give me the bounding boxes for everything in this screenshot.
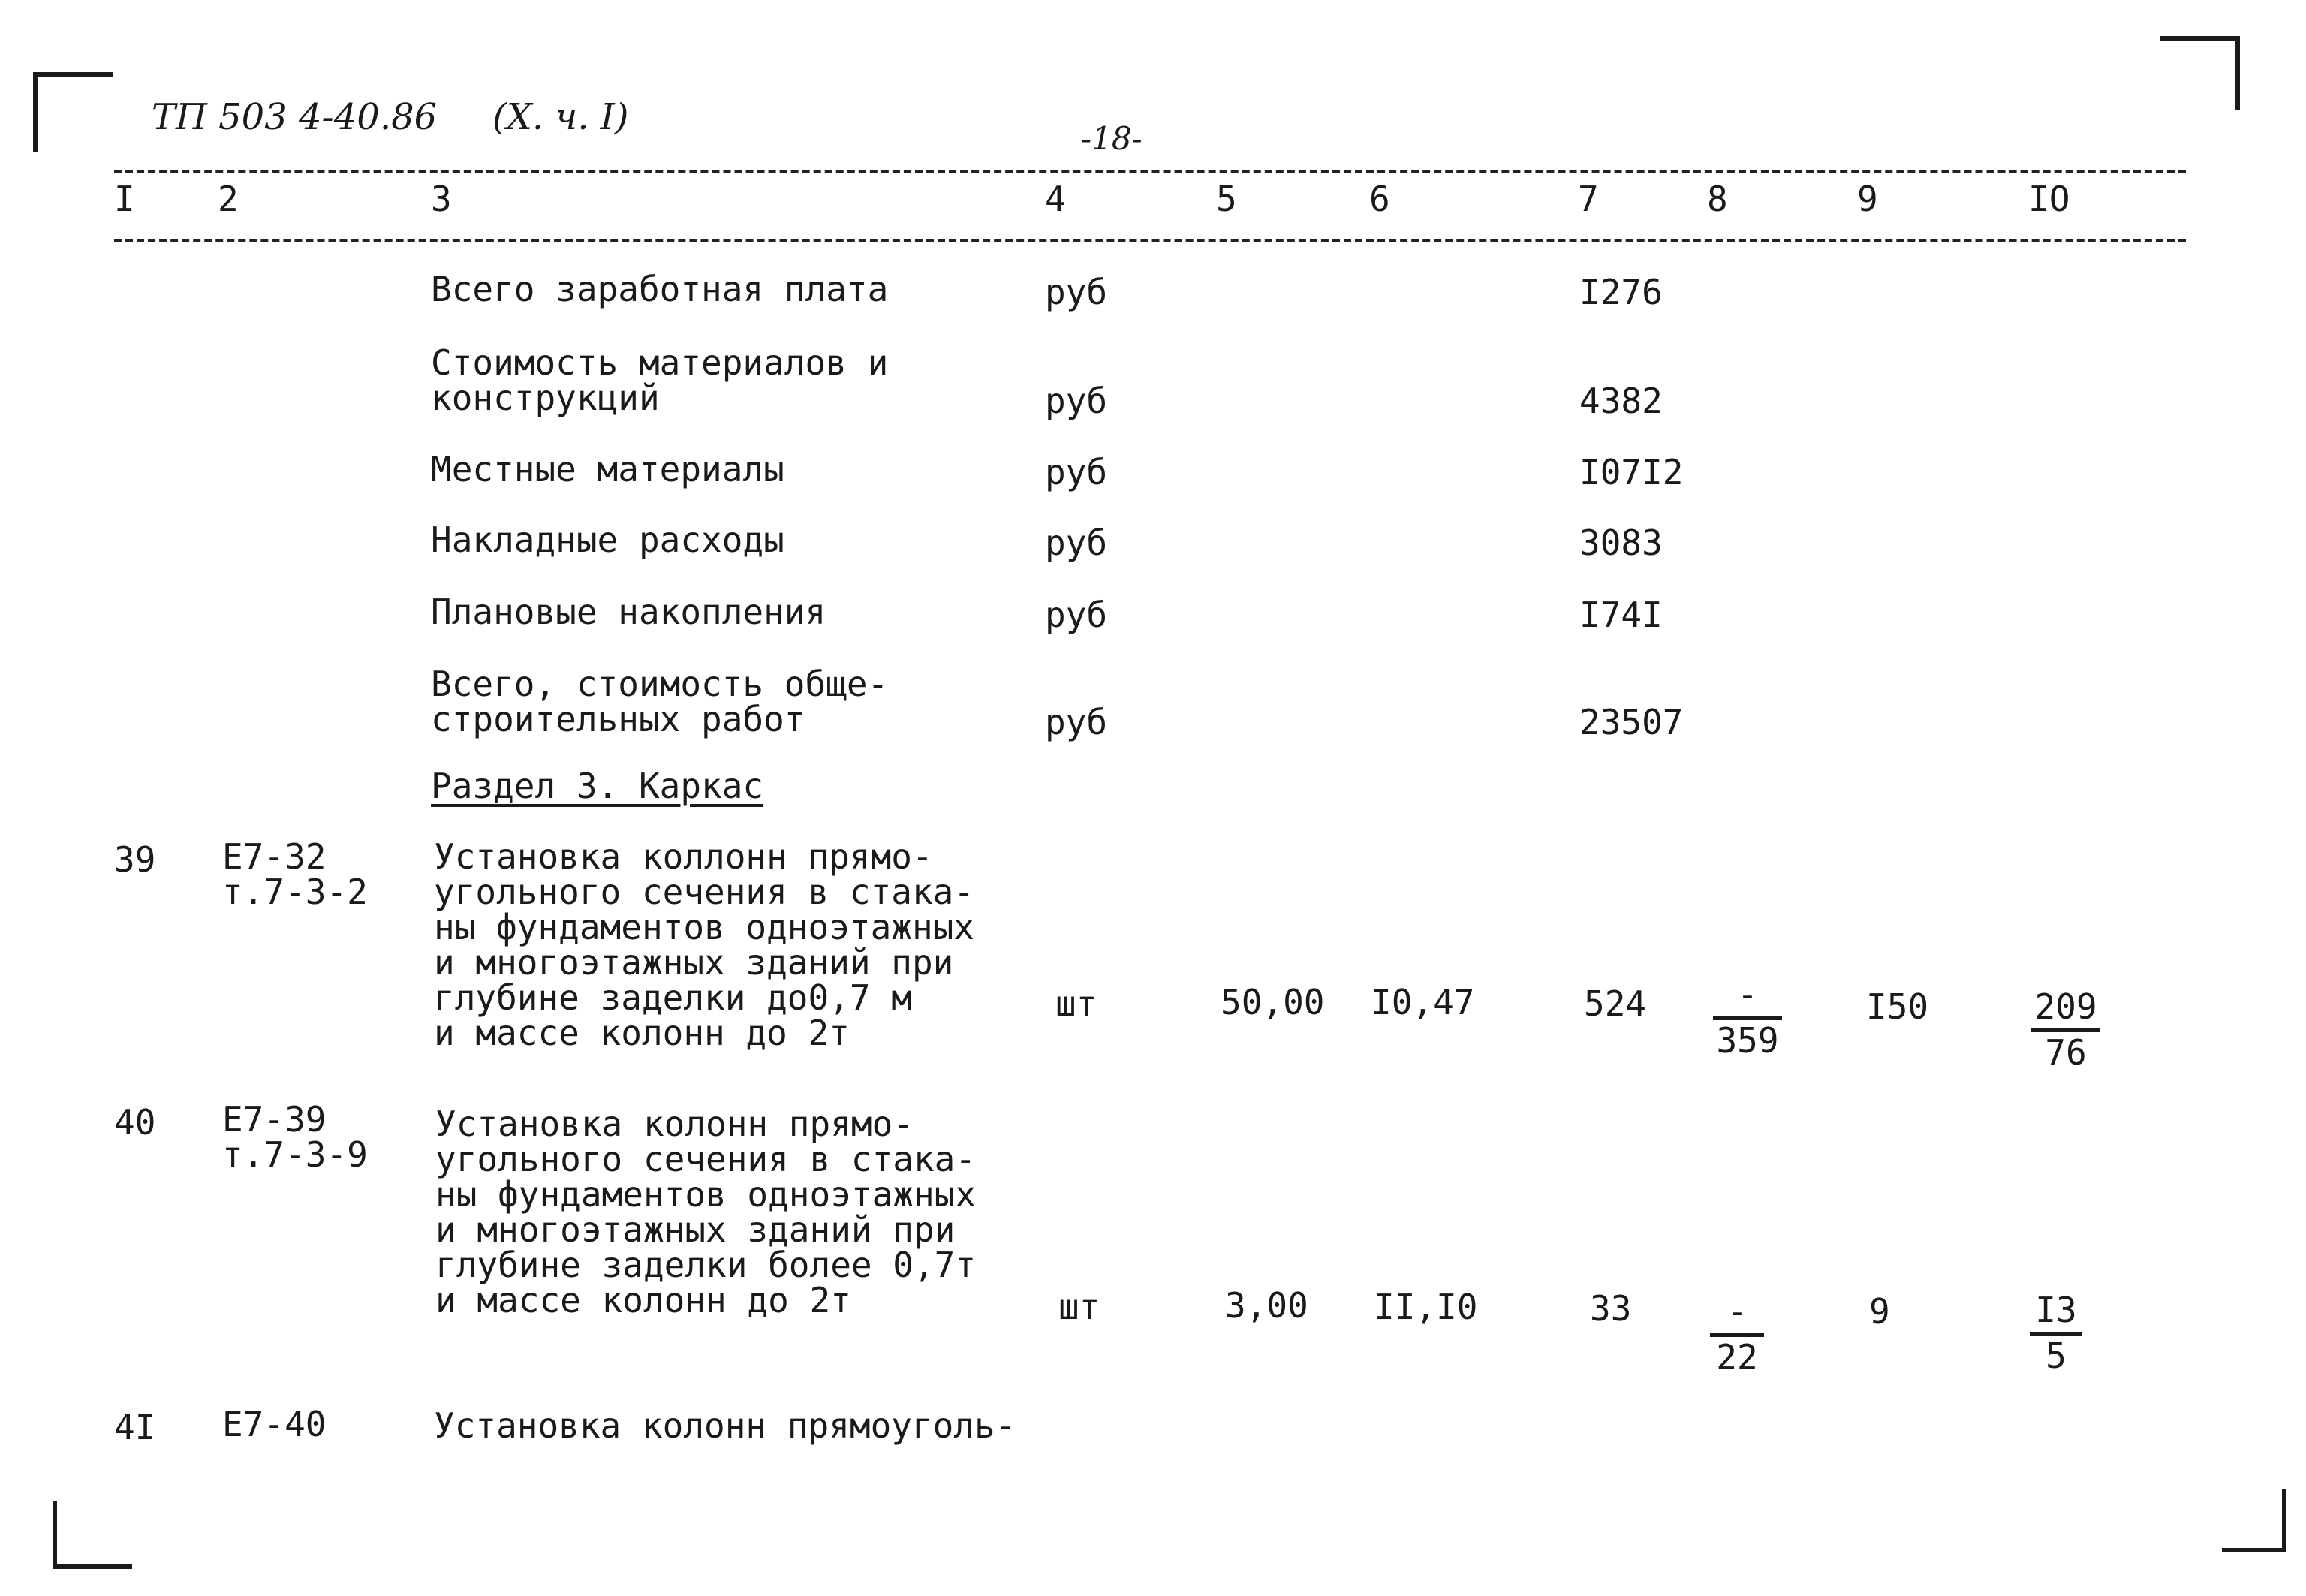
total-wages-value: I276 bbox=[1579, 272, 1663, 312]
materials-cost-unit: руб bbox=[1045, 381, 1108, 421]
item-40-desc-line1: Установка колонн прямо- bbox=[435, 1104, 914, 1144]
item-39-quantity: 50,00 bbox=[1221, 982, 1325, 1022]
overhead-unit: руб bbox=[1045, 522, 1108, 563]
item-39-col10-fraction bbox=[2031, 988, 2100, 1071]
item-39-col8-top: - bbox=[1737, 974, 1758, 1015]
general-construction-total-unit: руб bbox=[1045, 702, 1108, 742]
corner-mark-bottom-left bbox=[53, 1501, 132, 1569]
total-wages-unit: руб bbox=[1045, 272, 1108, 312]
general-construction-total-label-line2: строительных работ bbox=[431, 699, 805, 739]
item-40-code-line1: Е7-39 bbox=[222, 1099, 327, 1140]
item-39-col8-bottom: 359 bbox=[1716, 1020, 1779, 1061]
item-40-quantity: 3,00 bbox=[1225, 1285, 1308, 1326]
item-39-desc-line2: угольного сечения в стака- bbox=[434, 872, 975, 912]
corner-mark-top-right bbox=[2160, 36, 2240, 110]
corner-mark-top-left bbox=[33, 72, 113, 152]
item-39-unit: шт bbox=[1055, 983, 1097, 1024]
item-40-total: 33 bbox=[1590, 1288, 1632, 1329]
item-40-desc-line5: глубине заделки более 0,7т bbox=[435, 1245, 977, 1285]
column-header-6: 6 bbox=[1369, 179, 1390, 219]
item-39-col8-fraction bbox=[1713, 976, 1782, 1059]
item-39-total: 524 bbox=[1584, 983, 1647, 1024]
item-39-col10-bottom: 76 bbox=[2045, 1032, 2087, 1073]
item-40-col10-fraction bbox=[2030, 1291, 2082, 1375]
item-39-code-line1: Е7-32 bbox=[222, 836, 327, 877]
page-number: -18- bbox=[1081, 120, 1142, 157]
item-41-number: 4I bbox=[114, 1407, 156, 1447]
column-header-1: I bbox=[114, 179, 135, 219]
column-header-8: 8 bbox=[1707, 179, 1728, 219]
materials-cost-value: 4382 bbox=[1579, 381, 1663, 421]
item-39-unit-price: I0,47 bbox=[1371, 982, 1475, 1022]
item-40-col8-bottom: 22 bbox=[1716, 1337, 1758, 1378]
item-39-number: 39 bbox=[114, 839, 156, 880]
item-40-col10-bottom: 5 bbox=[2046, 1336, 2067, 1376]
general-construction-total-label-line1: Всего, стоимость обще- bbox=[431, 664, 889, 704]
document-part: (Х. ч. I) bbox=[492, 96, 629, 138]
column-header-2: 2 bbox=[218, 179, 239, 219]
item-39-desc-line5: глубине заделки до0,7 м bbox=[434, 977, 912, 1018]
planned-savings-value: I74I bbox=[1579, 595, 1663, 635]
overhead-value: 3083 bbox=[1579, 522, 1663, 563]
item-39-desc-line3: ны фундаментов одноэтажных bbox=[434, 907, 975, 947]
item-39-code-line2: т.7-3-2 bbox=[222, 872, 368, 912]
item-40-col8-top: - bbox=[1726, 1291, 1748, 1332]
column-header-7: 7 bbox=[1578, 179, 1599, 219]
corner-mark-bottom-right bbox=[2222, 1489, 2286, 1552]
item-40-col10-top: I3 bbox=[2035, 1290, 2077, 1330]
local-materials-label: Местные материалы bbox=[431, 449, 784, 489]
item-40-number: 40 bbox=[114, 1102, 156, 1143]
column-header-5: 5 bbox=[1216, 179, 1237, 219]
column-header-10: IO bbox=[2028, 179, 2070, 219]
overhead-label: Накладные расходы bbox=[431, 519, 784, 560]
item-40-unit: шт bbox=[1058, 1287, 1100, 1327]
item-40-col9: 9 bbox=[1869, 1291, 1890, 1332]
item-40-desc-line6: и массе колонн до 2т bbox=[435, 1280, 851, 1320]
column-header-9: 9 bbox=[1857, 179, 1878, 219]
local-materials-value: I07I2 bbox=[1579, 452, 1684, 492]
item-41-desc-line1: Установка колонн прямоуголь- bbox=[434, 1405, 1016, 1446]
header-rule-bottom bbox=[114, 239, 2186, 242]
section-title: Раздел 3. Каркас bbox=[431, 766, 764, 806]
column-header-4: 4 bbox=[1045, 179, 1066, 219]
item-40-desc-line2: угольного сечения в стака- bbox=[435, 1139, 977, 1179]
materials-cost-label-line2: конструкций bbox=[431, 378, 660, 418]
item-40-desc-line3: ны фундаментов одноэтажных bbox=[435, 1174, 977, 1215]
local-materials-unit: руб bbox=[1045, 452, 1108, 492]
item-41-code-line1: Е7-40 bbox=[222, 1404, 327, 1444]
item-39-col9: I50 bbox=[1866, 986, 1929, 1027]
item-40-unit-price: II,I0 bbox=[1374, 1287, 1478, 1327]
item-40-col8-fraction bbox=[1710, 1293, 1764, 1376]
general-construction-total-value: 23507 bbox=[1579, 702, 1684, 742]
item-39-desc-line6: и массе колонн до 2т bbox=[434, 1013, 850, 1053]
planned-savings-label: Плановые накопления bbox=[431, 592, 826, 632]
item-39-desc-line4: и многоэтажных зданий при bbox=[434, 942, 954, 983]
document-code: ТП 503 4-40.86 bbox=[152, 96, 438, 138]
item-40-desc-line4: и многоэтажных зданий при bbox=[435, 1209, 956, 1250]
header-rule-top bbox=[114, 170, 2186, 173]
item-40-code-line2: т.7-3-9 bbox=[222, 1134, 368, 1175]
item-39-col10-top: 209 bbox=[2034, 986, 2097, 1027]
materials-cost-label-line1: Стоимость материалов и bbox=[431, 342, 889, 383]
planned-savings-unit: руб bbox=[1045, 595, 1108, 635]
total-wages-label: Всего заработная плата bbox=[431, 269, 889, 309]
item-39-desc-line1: Установка коллонн прямо- bbox=[434, 836, 933, 877]
column-header-3: 3 bbox=[431, 179, 452, 219]
